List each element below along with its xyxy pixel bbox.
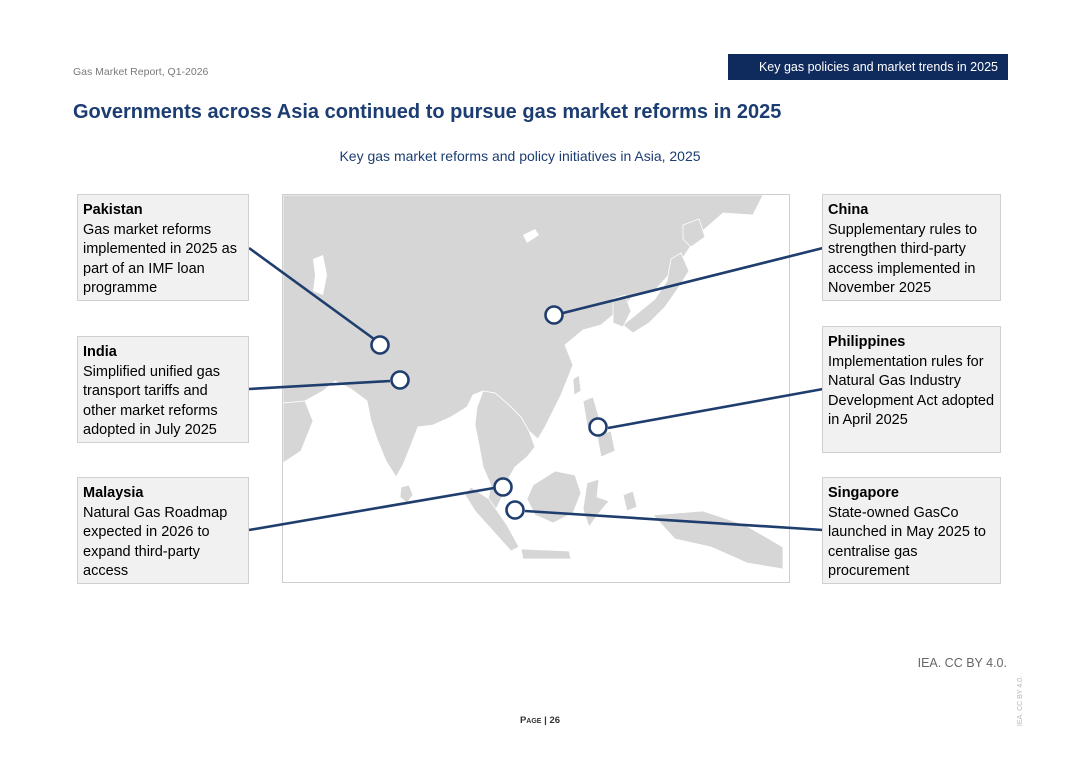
map-landmass-sri-lanka xyxy=(400,485,413,503)
report-name: Gas Market Report, Q1-2026 xyxy=(73,66,209,78)
map-landmass-new-guinea xyxy=(653,511,783,569)
callout-pakistan xyxy=(77,194,249,301)
callout-country: India xyxy=(83,344,117,360)
map-landmass-borneo xyxy=(527,471,581,523)
map-landmass-philippines xyxy=(583,397,599,431)
page-number-value: 26 xyxy=(549,715,561,726)
callout-china xyxy=(822,194,1001,301)
map-landmass-sulawesi xyxy=(583,479,609,527)
asia-map-graphic xyxy=(283,195,789,582)
license-vertical: IEA. CC BY 4.0. xyxy=(1017,676,1024,727)
callout-india xyxy=(77,336,249,443)
callout-country: Malaysia xyxy=(83,485,144,501)
figure-caption: Key gas market reforms and policy initiatives in Asia, 2025 xyxy=(339,148,701,164)
section-banner: Key gas policies and market trends in 2025 xyxy=(728,54,1008,80)
callout-text: State-owned GasCo launched in May 2025 to centralise gas procurement xyxy=(828,504,986,579)
callout-country: Pakistan xyxy=(83,202,143,218)
map-landmass-taiwan xyxy=(573,375,581,395)
callout-country: China xyxy=(828,202,869,218)
license-note: IEA. CC BY 4.0. xyxy=(917,656,1007,670)
map-landmass-moluccas xyxy=(623,491,637,511)
callout-text: Simplified unified gas transport tariffs and other market reforms adopted in July 2025 xyxy=(83,363,221,438)
map-landmass-java xyxy=(521,549,571,559)
callout-malaysia xyxy=(77,477,249,584)
callout-country: Philippines xyxy=(828,334,906,350)
callout-text: Implementation rules for Natural Gas Industry Development Act adopted in April 2025 xyxy=(828,353,995,428)
callout-philippines xyxy=(822,326,1001,453)
page-separator: | xyxy=(544,715,547,726)
callout-text: Gas market reforms implemented in 2025 as part of an IMF loan programme xyxy=(83,221,237,296)
callout-text: Supplementary rules to strengthen third-party access implemented in November 2025 xyxy=(828,221,978,296)
page-title: Governments across Asia continued to pursue gas market reforms in 2025 xyxy=(73,101,782,123)
page-number xyxy=(0,715,1080,726)
callout-singapore xyxy=(822,477,1001,584)
map-landmass-mindanao xyxy=(597,431,615,457)
map-landmass-arabia xyxy=(283,401,313,463)
callout-text: Natural Gas Roadmap expected in 2026 to expand third-party access xyxy=(83,504,228,579)
page-label: Page xyxy=(519,715,542,726)
callout-country: Singapore xyxy=(828,485,899,501)
asia-map xyxy=(282,194,790,583)
